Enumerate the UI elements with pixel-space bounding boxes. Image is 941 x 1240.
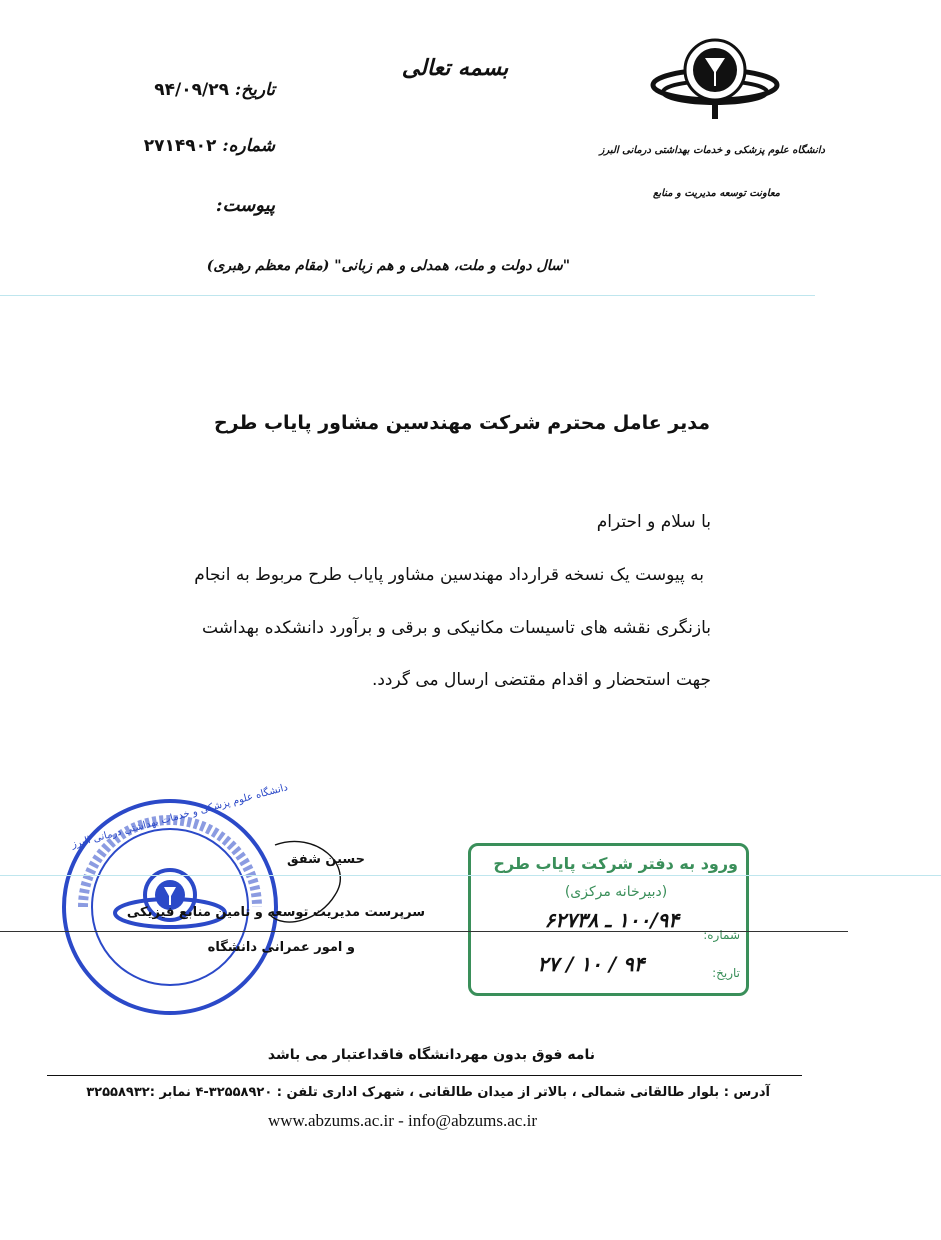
attachment-label: پیوست: [215,195,275,216]
date-value: ۹۴/۰۹/۲۹ [154,80,229,100]
addressee: مدیر عامل محترم شرکت مهندسین مشاور پایاب طرح [213,412,710,434]
basmala: بسمه تعالی [401,55,509,81]
stamp-title: ورود به دفتر شرکت پایاب طرح [493,854,738,873]
number-row [143,136,275,156]
footer-address: آدرس : بلوار طالقانی شمالی ، بالاتر از میدان طالقانی ، شهرک اداری تلفن : ۳۲۵۵۸۹۲۰-۴ نمابر :۳۲۵۵۸۹۳۲ [86,1085,770,1100]
body-line-2: بازنگری نقشه های تاسیسات مکانیکی و برقی و برآورد دانشکده بهداشت [202,618,711,638]
stamp-date-value: ۹۴ / ۱۰ / ۲۷ [537,952,645,976]
signer-title-line-2: و امور عمرانی دانشگاه [207,940,355,955]
date-row [150,80,275,100]
body-line-1: به پیوست یک نسخه قرارداد مهندسین مشاور پایاب طرح مربوط به انجام [194,565,704,585]
slogan: "سال دولت و ملت، همدلی و هم زبانی" (مقام معظم رهبری) [206,258,570,274]
date-label: تاریخ: [234,80,275,100]
seal-text: دانشگاه علوم پزشکی و خدمات بهداشتی درمانی البرز [70,782,290,851]
body-line-3: جهت استحضار و اقدام مقتضی ارسال می گردد. [371,670,711,690]
department-name: معاونت توسعه مدیریت و منابع [653,188,780,199]
footer-divider [47,1075,802,1076]
number-value: ۲۷۱۴۹۰۲ [143,136,217,156]
receipt-stamp [468,843,749,996]
validity-note: نامه فوق بدون مهردانشگاه فاقداعتبار می باشد [267,1047,595,1063]
number-label: شماره: [222,136,275,156]
university-name: دانشگاه علوم پزشکی و خدمات بهداشتی درمانی البرز [599,145,825,156]
scan-line-cyan [0,875,941,876]
scan-line-dark [0,931,848,932]
signer-title-line-1: سرپرست مدیریت توسعه و تامین منابع فیزیکی [126,905,425,920]
greeting: با سلام و احترام [596,512,711,532]
signer-name: حسین شفق [287,852,365,867]
footer-web-email: www.abzums.ac.ir - info@abzums.ac.ir [268,1111,537,1130]
stamp-number-label: شماره: [703,928,740,942]
stamp-subtitle: (دبیرخانه مرکزی) [564,884,668,900]
stamp-number-value: ۱۰۰/۹۴ ـ ۶۲۷۳۸ [544,908,679,932]
university-logo [650,30,780,130]
stamp-date-label: تاریخ: [712,966,740,980]
header-divider [0,295,815,296]
